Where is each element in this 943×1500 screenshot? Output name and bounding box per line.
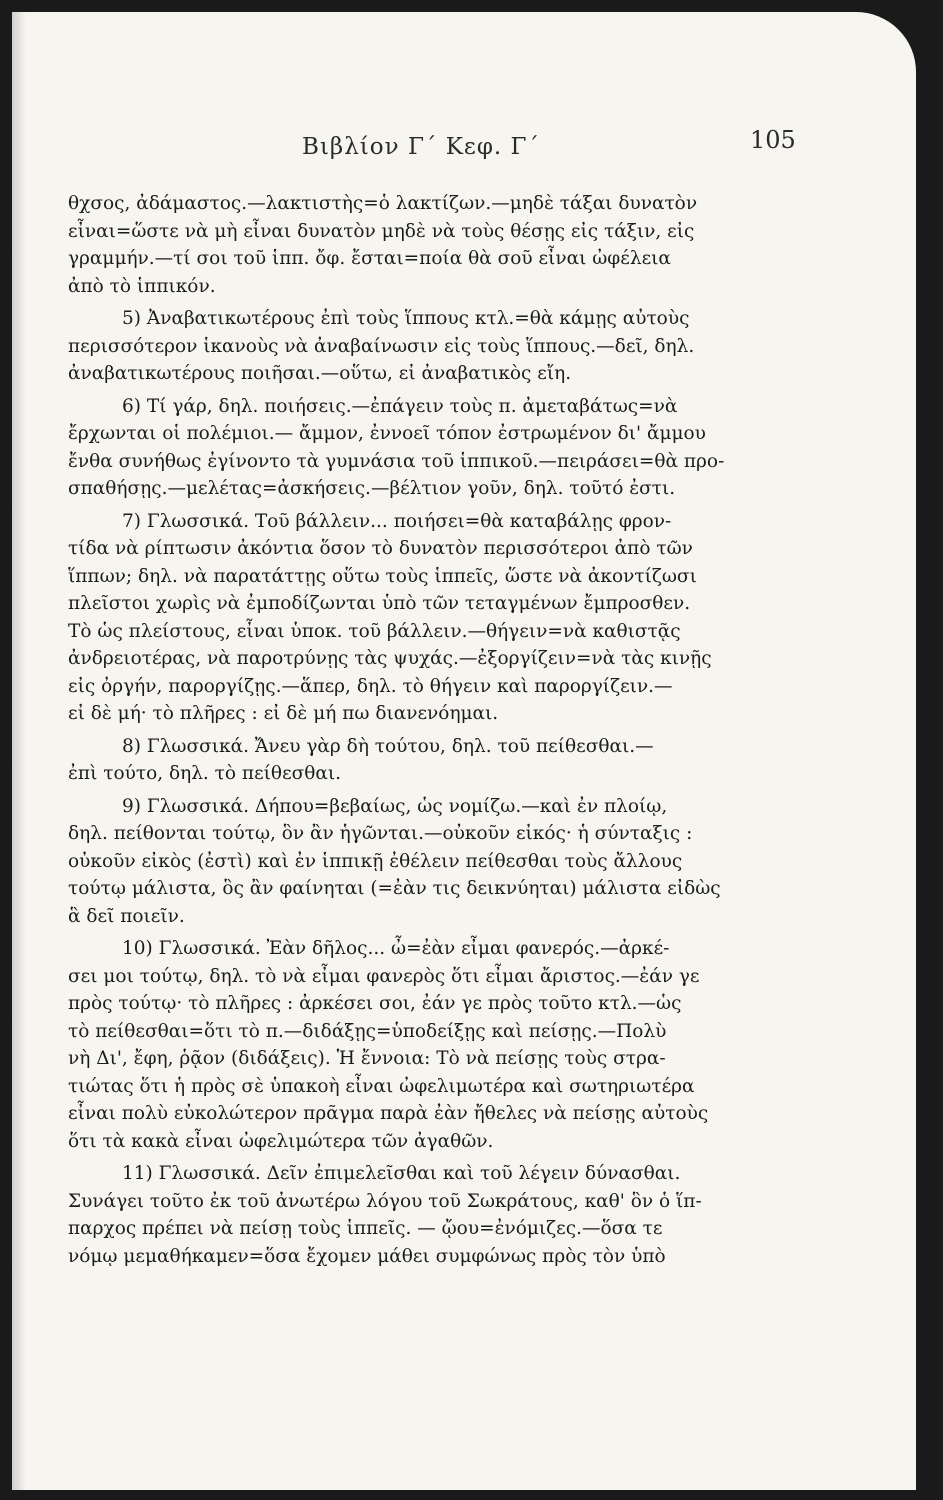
text-line: ἔνθα συνήθως ἐγίνοντο τὰ γυμνάσια τοῦ ἱππικοῦ.—πειράσει=θὰ προ-	[68, 450, 725, 472]
text-line: οὐκοῦν εἰκὸς (ἐστὶ) καὶ ἐν ἱππικῇ ἐθέλειν πείθεσθαι τοὺς ἄλλους	[68, 850, 683, 872]
page-header	[12, 126, 916, 174]
text-line: 9) Γλωσσικά. Δήπου=βεβαίως, ὡς νομίζω.—καὶ ἐν πλοίῳ,	[122, 795, 668, 817]
text-line: 8) Γλωσσικά. Ἄνευ γὰρ δὴ τούτου, δηλ. τοῦ πείθεσθαι.—	[122, 735, 654, 757]
text-line: 7) Γλωσσικά. Τοῦ βάλλειν... ποιήσει=θὰ καταβάλῃς φρον-	[122, 510, 672, 532]
text-line: πρὸς τούτῳ· τὸ πλῆρες : ἀρκέσει σοι, ἐάν γε πρὸς τοῦτο κτλ.—ὡς	[68, 993, 682, 1014]
text-line: εἰς ὀργήν, παροργίζῃς.—ἅπερ, δηλ. τὸ θήγειν καὶ παροργίζειν.—	[68, 675, 673, 697]
page-number: 105	[750, 126, 796, 154]
text-line: σει μοι τούτῳ, δηλ. τὸ νὰ εἶμαι φανερὸς ὅτι εἶμαι ἄριστος.—ἐάν γε	[68, 965, 700, 987]
text-line: εἶναι=ὥστε νὰ μὴ εἶναι δυνατὸν μηδὲ νὰ τοὺς θέσῃς εἰς τάξιν, εἰς	[68, 220, 695, 242]
text-line: εἰ δὲ μή· τὸ πλῆρες : εἰ δὲ μή πω διανενόημαι.	[68, 703, 499, 724]
text-line: 5) Ἀναβατικωτέρους ἐπὶ τοὺς ἵππους κτλ.=θὰ κάμῃς αὐτοὺς	[122, 308, 690, 329]
text-line: νὴ Δι', ἔφη, ῥᾷον (διδάξεις). Ἡ ἔννοια: Τὸ νὰ πείσῃς τοὺς στρα-	[68, 1048, 666, 1069]
body-text	[68, 190, 788, 1270]
text-line: γραμμήν.—τί σοι τοῦ ἱππ. ὄφ. ἔσται=ποία θὰ σοῦ εἶναι ὠφέλεια	[68, 248, 671, 269]
text-line: περισσότερον ἱκανοὺς νὰ ἀναβαίνωσιν εἰς τοὺς ἵππους.—δεῖ, δηλ.	[68, 335, 695, 357]
text-line: ἃ δεῖ ποιεῖν.	[68, 905, 185, 927]
text-line: πλεῖστοι χωρὶς νὰ ἐμποδίζωνται ὑπὸ τῶν τεταγμένων ἔμπροσθεν.	[68, 593, 691, 614]
text-line: ὅτι τὰ κακὰ εἶναι ὠφελιμώτερα τῶν ἀγαθῶν.	[68, 1130, 494, 1152]
text-line: δηλ. πείθονται τούτῳ, ὃν ἂν ἡγῶνται.—οὐκοῦν εἰκός· ἡ σύνταξις :	[68, 823, 693, 844]
text-line: Τὸ ὡς πλείστους, εἶναι ὑποκ. τοῦ βάλλειν.—θήγειν=νὰ καθιστᾷς	[68, 620, 681, 642]
text-line: 11) Γλωσσικά. Δεῖν ἐπιμελεῖσθαι καὶ τοῦ λέγειν δύνασθαι.	[122, 1163, 681, 1184]
text-line: τούτῳ μάλιστα, ὃς ἂν φαίνηται (=ἐὰν τις δεικνύηται) μάλιστα εἰδὼς	[68, 878, 721, 899]
book-page	[12, 12, 916, 1490]
text-line: νόμῳ μεμαθήκαμεν=ὅσα ἔχομεν μάθει συμφώνως πρὸς τὸν ὑπὸ	[68, 1245, 666, 1267]
text-line: ἔρχωνται οἱ πολέμιοι.— ἄμμον, ἐννοεῖ τόπον ἐστρωμένον δι' ἄμμου	[68, 423, 706, 444]
text-line: ἵππων; δηλ. νὰ παρατάττῃς οὕτω τοὺς ἱππεῖς, ὥστε νὰ ἀκοντίζωσι	[68, 565, 697, 587]
page-edge-shadow	[12, 12, 26, 1490]
text-line: εἶναι πολὺ εὐκολώτερον πρᾶγμα παρὰ ἐὰν ἤθελες νὰ πείσῃς αὐτοὺς	[68, 1103, 709, 1124]
text-line: θχσος, ἀδάμαστος.—λακτιστὴς=ὁ λακτίζων.—μηδὲ τάξαι δυνατὸν	[68, 193, 698, 214]
text-line: Συνάγει τοῦτο ἐκ τοῦ ἀνωτέρω λόγου τοῦ Σωκράτους, καθ' ὃν ὁ ἵπ-	[68, 1190, 702, 1212]
text-line: τὸ πείθεσθαι=ὅτι τὸ π.—διδάξῃς=ὑποδείξῃς καὶ πείσῃς.—Πολὺ	[68, 1020, 667, 1042]
text-line: 6) Τί γάρ, δηλ. ποιήσεις.—ἐπάγειν τοὺς π. ἀμεταβάτως=νὰ	[122, 395, 678, 417]
text-line: ἀναβατικωτέρους ποιῆσαι.—οὕτω, εἰ ἀναβατικὸς εἴη.	[68, 363, 572, 384]
text-line: ἀνδρειοτέρας, νὰ παροτρύνῃς τὰς ψυχάς.—ἐξοργίζειν=νὰ τὰς κινῇς	[68, 648, 712, 669]
text-line: παρχος πρέπει νὰ πείσῃ τοὺς ἱππεῖς. — ᾤου=ἐνόμιζες.—ὅσα τε	[68, 1218, 663, 1239]
text-line: ἀπὸ τὸ ἱππικόν.	[68, 275, 216, 297]
running-title: Βιβλίον Γ΄ Κεφ. Γ΄	[302, 134, 541, 160]
text-line: 10) Γλωσσικά. Ἐὰν δῆλος... ὦ=ἐὰν εἶμαι φανερός.—ἀρκέ-	[122, 938, 670, 959]
text-line: τίδα νὰ ρίπτωσιν ἀκόντια ὅσον τὸ δυνατὸν περισσότεροι ἀπὸ τῶν	[68, 538, 693, 559]
text-line: τιώτας ὅτι ἡ πρὸς σὲ ὑπακοὴ εἶναι ὠφελιμωτέρα καὶ σωτηριωτέρα	[68, 1075, 695, 1097]
text-line: ἐπὶ τούτο, δηλ. τὸ πείθεσθαι.	[68, 763, 342, 784]
text-line: σπαθήσῃς.—μελέτας=ἀσκήσεις.—βέλτιον γοῦν, δηλ. τοῦτό ἐστι.	[68, 478, 676, 499]
